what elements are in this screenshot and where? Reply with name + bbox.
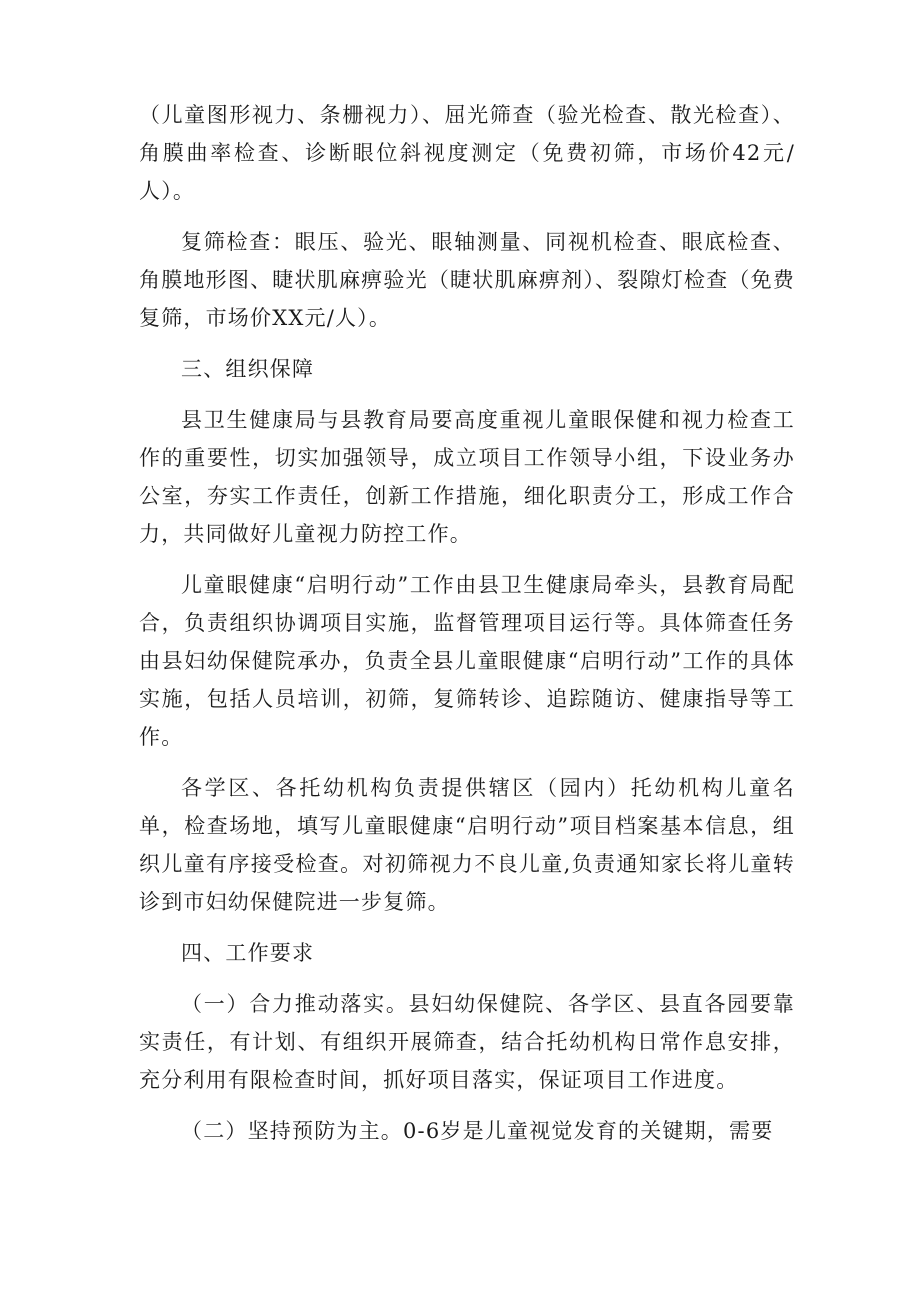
section-heading-organization: 三、组织保障 [181, 357, 315, 381]
paragraph-eye-exam-items: （儿童图形视力、条栅视力）、屈光筛查（验光检查、散光检查）、角膜曲率检查、诊断眼位斜视度测定（免费初筛，市场价42元/人）。 [139, 103, 795, 203]
paragraph-requirement-1: （一）合力推动落实。县妇幼保健院、各学区、县直各园要靠实责任，有计划、有组织开展筛查，结合托幼机构日常作息安排，充分利用有限检查时间，抓好项目落实，保证项目工作进度。 [139, 992, 795, 1092]
paragraph-requirement-2: （二）坚持预防为主。0-6岁是儿童视觉发育的关键期，需要 [181, 1119, 774, 1143]
paragraph-leadership: 县卫生健康局与县教育局要高度重视儿童眼保健和视力检查工作的重要性，切实加强领导，成立项目工作领导小组，下设业务办公室，夯实工作责任，创新工作措施，细化职责分工，形成工作合力，共同做好儿童视力防控工作。 [139, 408, 795, 546]
paragraph-rescreening: 复筛检查：眼压、验光、眼轴测量、同视机检查、眼底检查、角膜地形图、睫状肌麻痹验光（睫状肌麻痹剂）、裂隙灯检查（免费复筛，市场价XX元/人）。 [139, 230, 795, 330]
document-page [139, 96, 795, 1150]
section-heading-requirements: 四、工作要求 [181, 941, 315, 965]
paragraph-qiming-action: 儿童眼健康“启明行动”工作由县卫生健康局牵头，县教育局配合，负责组织协调项目实施，监督管理项目运行等。具体筛查任务由县妇幼保健院承办，负责全县儿童眼健康“启明行动”工作的具体实施，包括人员培训，初筛，复筛转诊、追踪随访、健康指导等工作。 [139, 573, 795, 749]
paragraph-school-districts: 各学区、各托幼机构负责提供辖区（园内）托幼机构儿童名单，检查场地，填写儿童眼健康“启明行动”项目档案基本信息，组织儿童有序接受检查。对初筛视力不良儿童,负责通知家长将儿童转诊到市妇幼保健院进一步复筛。 [139, 776, 795, 914]
